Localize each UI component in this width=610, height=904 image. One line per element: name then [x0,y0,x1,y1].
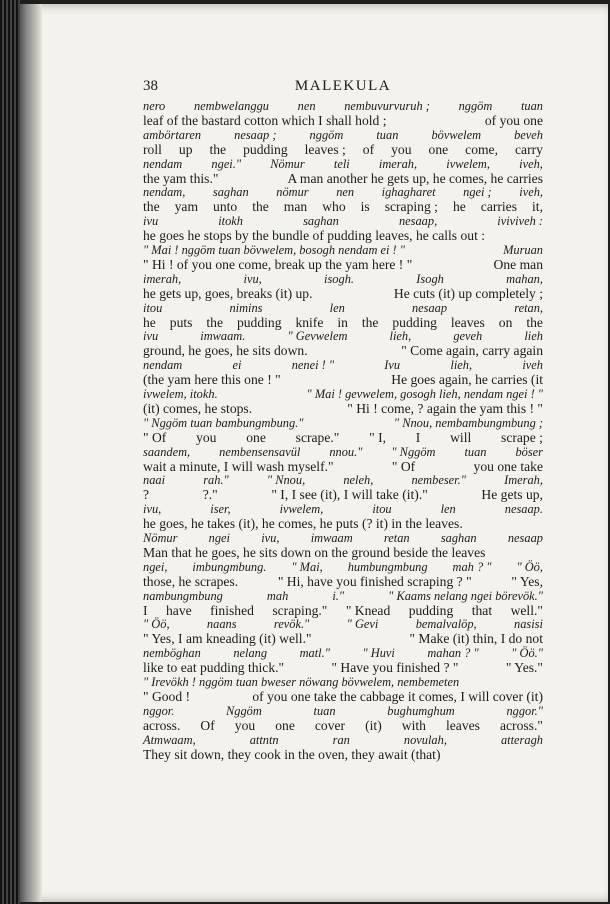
gloss-word: unto [213,199,238,215]
page-number: 38 [143,78,158,94]
gloss-word: with [401,717,426,733]
vernacular-word: iviviveh : [497,214,543,229]
running-title: MALEKULA [294,78,392,94]
gloss-word: " Hi ! of you one come, break up the yam here ! " [143,256,413,272]
vernacular-word: nendam [143,358,183,373]
gloss-line [143,199,543,215]
interlinear-pair [143,647,543,676]
vernacular-word: itou [143,300,163,315]
vernacular-word: nen [297,99,316,113]
vernacular-word: nesaap. [504,502,543,517]
vernacular-word: " Öö, [143,617,170,632]
vernacular-line [143,417,543,430]
vernacular-word: " Huvi [362,646,395,661]
gloss-word: They sit down, they cook in the oven, they await (that) [143,746,441,762]
vernacular-word: Nggöm [226,703,262,718]
gloss-word: you one take [473,458,543,474]
gloss-word: " Yes." [505,660,543,676]
vernacular-line [143,561,543,574]
vernacular-word: ivu [143,214,159,229]
gloss-word: ?." [202,487,218,503]
gloss-word: one [275,717,295,733]
vernacular-line [143,474,543,487]
gloss-word: scraping." [272,602,328,618]
interlinear-pair [143,129,543,158]
vernacular-word: nenei ! " [291,358,335,373]
gloss-word: in [337,314,348,330]
gloss-word: like to eat pudding thick." [143,660,285,676]
gloss-word: pudding [392,314,437,330]
vernacular-word: ngei." [211,156,242,171]
gloss-word: " I, I see (it), I will take (it)." [271,487,428,503]
gloss-word: He gets up, [481,487,543,503]
gloss-line [143,689,543,705]
vernacular-word: ngei, [143,559,168,574]
vernacular-word: lieh [524,329,543,344]
gloss-word: roll [143,141,162,157]
gloss-word: " Of [143,429,167,445]
page-header [143,78,543,100]
gloss-word: Man that he goes, he sits down on the ground beside the leaves [143,544,486,560]
vernacular-word: beveh [514,127,543,142]
vernacular-word: imbungmbung. [192,559,267,574]
gloss-word: " Good ! [143,688,191,704]
vernacular-word: " Kaams nelang ngei börevök." [388,588,543,603]
vernacular-word: imerah, [378,156,418,171]
vernacular-word: nesaap [507,530,543,545]
gloss-word: the [361,314,379,330]
vernacular-word: " Mai ! gevwelem, gosogh lieh, nendam ngei ! " [306,386,543,401]
vernacular-word: i." [332,588,345,603]
vernacular-word: imwaam [310,530,353,545]
vernacular-line [143,734,543,747]
vernacular-word: ei [232,358,242,373]
gloss-word: he goes, he takes (it), he comes, he puts (? it) in the leaves. [143,516,463,532]
gloss-word: leaf of the bastard cotton which I shall hold ; [143,113,387,128]
gloss-word: have [165,602,192,618]
vernacular-word: saghan [303,214,339,229]
vernacular-word: " Nggöm [391,444,436,459]
vernacular-word: nesaap ; [234,127,277,142]
vernacular-word: nen [336,185,355,200]
vernacular-word: Muruan [503,242,543,257]
vernacular-word: nero [143,99,166,113]
vernacular-word: nendam, [143,185,186,200]
vernacular-word: " Nnou, [266,473,306,488]
vernacular-line [143,618,543,631]
vernacular-word: naans [206,617,237,632]
vernacular-word: nasisi [514,617,543,632]
vernacular-line [143,359,543,372]
vernacular-word: nemböghan [143,646,201,661]
vernacular-word: ivwelem, [446,156,490,171]
interlinear-pair [143,186,543,215]
vernacular-word: tuan [520,99,543,113]
vernacular-word: tuan [376,127,399,142]
vernacular-word: retan, [514,300,543,315]
vernacular-word: iveh, [519,156,543,171]
vernacular-word: ivu, [243,271,262,286]
vernacular-word: " Gevi [346,617,379,632]
vernacular-word: ngei [208,530,230,545]
interlinear-pair [143,705,543,734]
gloss-word: (the yam here this one ! " [143,372,281,388]
page-edge [0,0,20,904]
vernacular-word: " Irevökh ! nggöm tuan bweser nöwang bövwelem, nembemeten [143,674,460,689]
gloss-word: that [471,602,493,618]
gloss-word: " Come again, carry again [401,343,543,359]
gloss-word: it, [532,199,543,215]
gloss-line [143,228,543,244]
gloss-word: " Yes, [511,573,543,589]
vernacular-line [143,273,543,286]
vernacular-line [143,532,543,545]
gloss-word: " Hi ! come, ? again the yam this ! " [347,400,543,416]
gloss-word: cover [314,717,346,733]
vernacular-word: mah [266,588,289,603]
vernacular-word: Imerah, [504,473,543,488]
gloss-word: of you one take the cabbage it comes, I will cover (it) [252,688,543,704]
vernacular-line [143,503,543,516]
gloss-word: you [391,141,412,157]
vernacular-word: ngei ; [463,185,492,200]
gloss-word: pudding [408,602,454,618]
gloss-word: leaves ; [304,141,346,157]
interlinear-pair [143,446,543,475]
vernacular-word: böser [515,444,543,459]
gloss-word: One man [493,256,543,272]
vernacular-word: mahan ? " [427,646,479,661]
interlinear-pair [143,388,543,417]
gloss-line [143,142,543,158]
interlinear-pair [143,618,543,647]
vernacular-word: atteragh [500,732,543,747]
interlinear-pair [143,474,543,503]
interlinear-pair [143,215,543,244]
gloss-word: across. [143,717,181,733]
gloss-word: knife [295,314,324,330]
interlinear-pair [143,100,543,129]
vernacular-word: nembensensavül [219,444,301,459]
gloss-word: the [143,199,160,215]
gloss-word: carries [480,199,518,215]
gloss-line [143,631,543,647]
gloss-word: yam [174,199,199,215]
gloss-word: well." [510,602,543,618]
gloss-line [143,401,543,417]
vernacular-word: " Gevwelem [287,329,348,344]
vernacular-line [143,647,543,660]
interlinear-text [143,100,543,762]
gloss-line [143,660,543,676]
gloss-line [143,372,543,388]
interlinear-pair [143,503,543,532]
gloss-word: " Of [391,458,416,474]
vernacular-word: Isogh [416,271,444,286]
vernacular-word: Nömur [143,530,178,545]
gloss-word: I [415,429,421,445]
vernacular-line [143,590,543,603]
vernacular-word: nggor." [506,703,543,718]
gloss-word: (it) comes, he stops. [143,400,253,416]
gloss-word: one [428,141,449,157]
vernacular-word: nembuvurvuruh ; [344,99,430,113]
vernacular-word: iveh, [519,185,543,200]
vernacular-word: nembeser." [411,473,466,488]
vernacular-word: isogh. [324,271,354,286]
vernacular-line [143,186,543,199]
vernacular-word: " Öö." [511,646,543,661]
vernacular-word: nggor. [143,703,175,718]
gloss-line [143,487,543,503]
gloss-word: " Have you finished ? " [331,660,459,676]
vernacular-word: ighagharet [381,185,436,200]
gloss-word: on [498,314,513,330]
binding-gutter [20,4,42,902]
vernacular-word: ambörtaren [143,127,202,142]
gloss-line [143,171,543,187]
gloss-word: the [209,141,227,157]
vernacular-word: saghan [440,530,477,545]
vernacular-word: itokh [218,214,243,229]
vernacular-line [143,446,543,459]
vernacular-word: " Nggöm tuan bambungmbung." [143,415,304,430]
gloss-word: the [206,314,223,330]
vernacular-word: mahan, [506,271,543,286]
vernacular-word: Nömur [270,156,305,171]
vernacular-word: len [440,502,456,517]
vernacular-word: bughumghum [387,703,455,718]
gloss-word: the yam this." [143,170,219,186]
gloss-line [143,315,543,331]
gloss-word: puts [169,314,193,330]
gloss-word: " Knead [345,602,391,618]
interlinear-pair [143,532,543,561]
gloss-word: pudding [243,141,288,157]
gloss-word: those, he scrapes. [143,573,239,589]
vernacular-word: nesaap [411,300,448,315]
gloss-word: one [246,429,266,445]
gloss-word: A man another he gets up, he comes, he carries [287,170,543,186]
gloss-word: pudding [236,314,282,330]
vernacular-word: humbungmbung [347,559,428,574]
vernacular-word: ivwelem, itokh. [143,386,218,401]
gloss-line [143,747,543,763]
vernacular-word: ran [332,732,350,747]
vernacular-word: nggöm [309,127,344,142]
vernacular-word: Ivu [384,358,401,373]
vernacular-word: Atmwaam, [143,732,196,747]
vernacular-word: nnou." [329,444,363,459]
vernacular-word: tuan [313,703,336,718]
interlinear-pair [143,359,543,388]
vernacular-word: naai [143,473,166,488]
vernacular-word: ivwelem, [279,502,324,517]
vernacular-word: imwaam. [200,329,246,344]
gloss-word: of [362,141,375,157]
gloss-word: scrape." [295,429,340,445]
gloss-word: he goes he stops by the bundle of pudding leaves, he calls out : [143,228,486,244]
gloss-word: is [360,199,370,215]
gloss-line [143,257,543,273]
interlinear-pair [143,561,543,590]
gloss-word: leaves [445,717,480,733]
gloss-word: the [252,199,269,215]
gloss-word: " Make (it) thin, I do not [409,631,543,647]
gloss-word: He cuts (it) up completely ; [393,285,543,301]
gloss-word: the [526,314,543,330]
gloss-word: carry [515,141,543,157]
vernacular-line [143,330,543,343]
gloss-word: man [283,199,308,215]
gloss-line [143,545,543,561]
gloss-word: wait a minute, I will wash myself." [143,458,334,474]
vernacular-word: rah." [203,473,229,488]
vernacular-word: bövwelem [431,127,482,142]
gloss-word: across." [499,717,543,733]
vernacular-word: iser, [210,502,231,517]
vernacular-word: lieh, [450,358,473,373]
vernacular-word: imerah, [143,271,182,286]
vernacular-word: nelang [233,646,268,661]
vernacular-word: saandem, [143,444,191,459]
vernacular-word: nimins [229,300,263,315]
vernacular-word: " Mai ! nggöm tuan bövwelem, bosogh nendam ei ! " [143,242,405,257]
gloss-line [143,718,543,734]
vernacular-word: " Nnou, nembambungmbung ; [393,415,543,430]
gloss-word: leaves [450,314,485,330]
vernacular-word: neleh, [343,473,374,488]
gloss-word: " Yes, I am kneading (it) well." [143,631,312,647]
vernacular-word: len [329,300,345,315]
gloss-word: finished [210,602,254,618]
vernacular-word: bemalvalöp, [415,617,477,632]
vernacular-word: nendam [143,156,183,171]
vernacular-word: nembwelanggu [193,99,269,113]
interlinear-pair [143,302,543,331]
vernacular-word: revök." [273,617,310,632]
vernacular-word: novulah, [403,732,447,747]
gloss-line [143,574,543,590]
gloss-word: up [178,141,193,157]
gloss-word: he gets up, goes, breaks (it) up. [143,285,313,301]
interlinear-pair [143,244,543,273]
gloss-line [143,603,543,619]
vernacular-line [143,302,543,315]
gloss-word: you [196,429,217,445]
vernacular-word: " Mai, [291,559,323,574]
gloss-word: he [143,314,156,330]
vernacular-line [143,244,543,257]
gloss-word: of you one [484,113,543,128]
vernacular-word: nömur [276,185,309,200]
vernacular-word: nggöm [458,99,493,113]
gloss-word: you [234,717,256,733]
gloss-line [143,459,543,475]
gloss-word: will [450,429,472,445]
gloss-word: he [452,199,466,215]
gloss-word: " I, [369,429,386,445]
interlinear-pair [143,330,543,359]
gloss-line [143,430,543,446]
gloss-line [143,343,543,359]
vernacular-word: nambungmbung [143,588,223,603]
interlinear-pair [143,158,543,187]
vernacular-word: lieh, [389,329,412,344]
vernacular-line [143,388,543,401]
vernacular-word: attntn [249,732,279,747]
interlinear-pair [143,734,543,763]
gloss-word: come, [465,141,498,157]
vernacular-line [143,158,543,171]
gloss-word: scraping ; [384,199,438,215]
vernacular-word: " Öö, [516,559,543,574]
vernacular-word: ivu, [143,502,162,517]
vernacular-word: tuan [464,444,487,459]
gloss-word: ? [143,487,150,503]
interlinear-pair [143,417,543,446]
vernacular-word: teli [333,156,350,171]
gloss-word: " Hi, have you finished scraping ? " [277,573,472,589]
vernacular-line [143,705,543,718]
gloss-line [143,113,543,129]
gloss-word: scrape ; [501,429,543,445]
gloss-line [143,516,543,532]
vernacular-word: itou [372,502,392,517]
vernacular-line [143,129,543,142]
gloss-word: He goes again, he carries (it [391,372,543,388]
gloss-word: I [143,602,148,618]
vernacular-word: matl." [299,646,330,661]
vernacular-line [143,676,543,689]
vernacular-word: iveh [522,358,543,373]
gloss-word: (it) [365,717,382,733]
vernacular-word: saghan [212,185,249,200]
gloss-word: Of [200,717,215,733]
gloss-word: ground, he goes, he sits down. [143,343,308,359]
interlinear-pair [143,590,543,619]
vernacular-word: ivu [143,329,159,344]
vernacular-word: geveh [453,329,483,344]
vernacular-word: nesaap, [398,214,438,229]
gloss-line [143,286,543,302]
vernacular-word: ivu, [261,530,280,545]
interlinear-pair [143,273,543,302]
interlinear-pair [143,676,543,705]
vernacular-line [143,100,543,113]
vernacular-word: mah ? " [452,559,492,574]
vernacular-word: retan [383,530,410,545]
vernacular-line [143,215,543,228]
gloss-word: who [322,199,346,215]
